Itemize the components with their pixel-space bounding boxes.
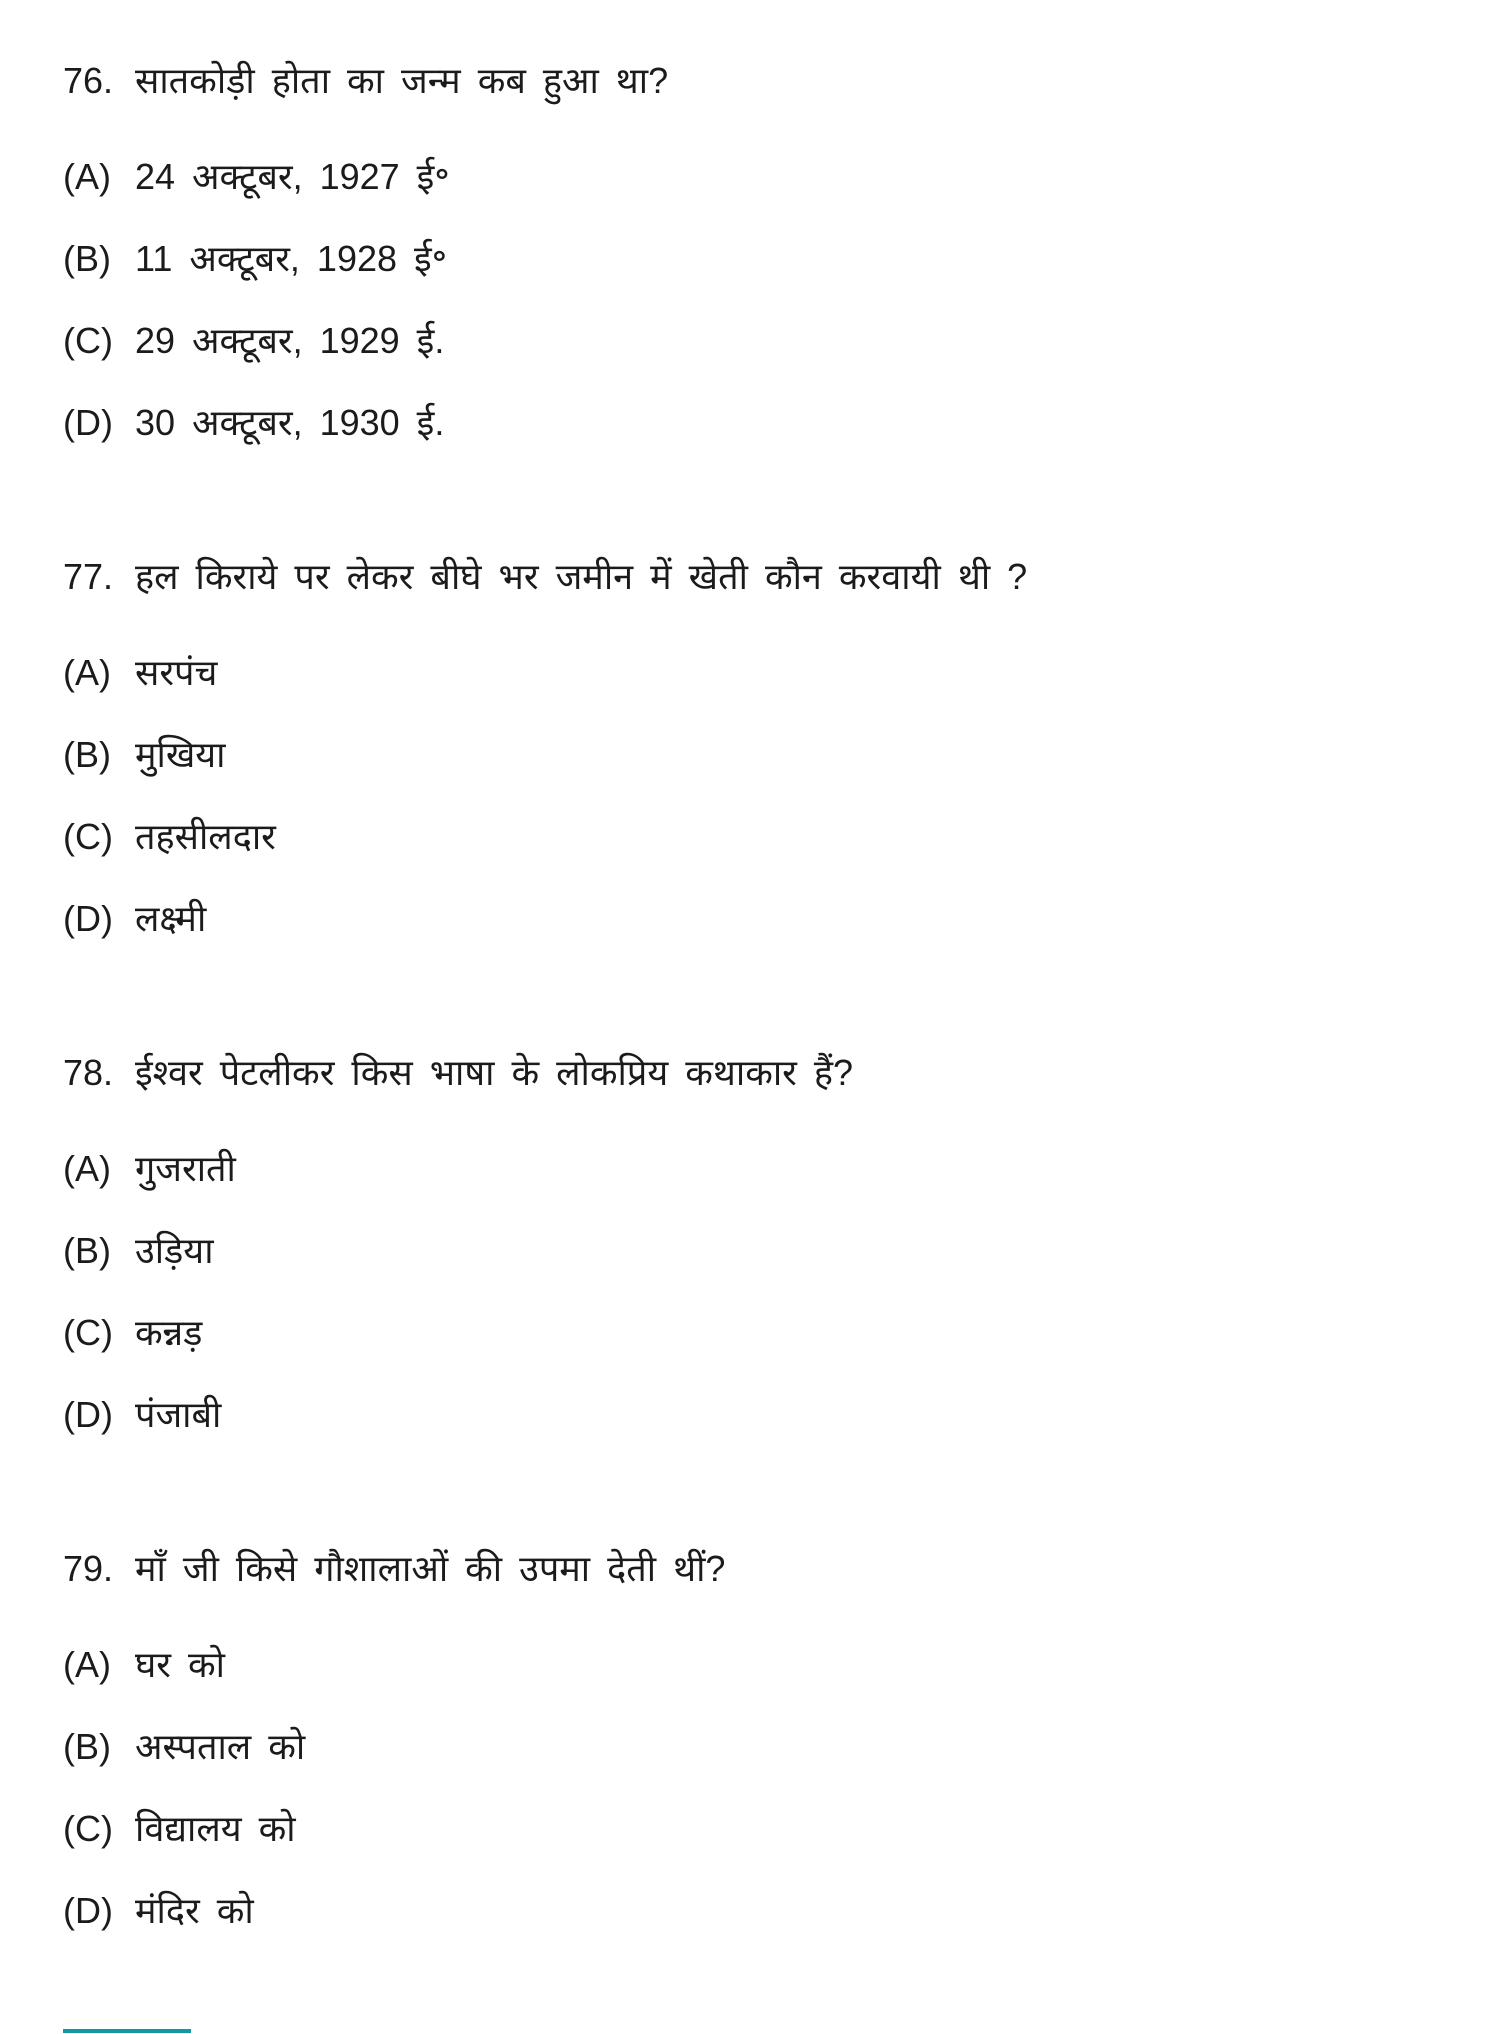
option-letter: (D) [63, 898, 113, 939]
option-letter: (A) [63, 1148, 111, 1189]
option-row [63, 1292, 1455, 1374]
option-row [63, 1624, 1455, 1706]
question-number: 76. [63, 60, 114, 101]
option-letter: (B) [63, 1726, 111, 1767]
option-row [63, 632, 1455, 714]
option-letter: (C) [63, 816, 113, 857]
option-letter: (D) [63, 1394, 113, 1435]
question-block [63, 536, 1455, 960]
question-block [63, 1032, 1455, 1456]
question-text: हल किराये पर लेकर बीघे भर जमीन में खेती कौन करवायी थी ? [135, 556, 1028, 597]
option-letter: (D) [63, 1890, 113, 1931]
option-list [63, 136, 1455, 464]
option-letter: (B) [63, 238, 111, 279]
question-text: सातकोड़ी होता का जन्म कब हुआ था? [135, 60, 669, 101]
question-list [63, 40, 1455, 1952]
option-text: घर को [135, 1644, 225, 1685]
option-text: उड़िया [135, 1230, 214, 1271]
option-list [63, 632, 1455, 960]
question-row [63, 1032, 1455, 1114]
option-row [63, 1128, 1455, 1210]
bottom-accent-line [63, 2029, 191, 2033]
option-text: लक्ष्मी [135, 898, 207, 939]
option-list [63, 1128, 1455, 1456]
option-row [63, 300, 1455, 382]
option-text: पंजाबी [135, 1394, 222, 1435]
option-text: मंदिर को [135, 1890, 254, 1931]
question-text: माँ जी किसे गौशालाओं की उपमा देती थीं? [135, 1548, 726, 1589]
option-row [63, 1374, 1455, 1456]
question-row [63, 1528, 1455, 1610]
option-letter: (A) [63, 1644, 111, 1685]
option-letter: (C) [63, 1808, 113, 1849]
option-text: गुजराती [135, 1148, 236, 1189]
question-block [63, 1528, 1455, 1952]
option-text: 11 अक्टूबर, 1928 ई॰ [135, 238, 448, 279]
option-letter: (A) [63, 652, 111, 693]
question-row [63, 536, 1455, 618]
option-row [63, 1210, 1455, 1292]
option-text: 29 अक्टूबर, 1929 ई. [135, 320, 445, 361]
option-letter: (D) [63, 402, 113, 443]
option-letter: (B) [63, 734, 111, 775]
option-row [63, 714, 1455, 796]
option-letter: (A) [63, 156, 111, 197]
option-text: 24 अक्टूबर, 1927 ई॰ [135, 156, 450, 197]
option-text: 30 अक्टूबर, 1930 ई. [135, 402, 445, 443]
option-letter: (C) [63, 320, 113, 361]
option-text: कन्नड़ [135, 1312, 203, 1353]
option-row [63, 218, 1455, 300]
option-row [63, 796, 1455, 878]
question-number: 77. [63, 556, 114, 597]
question-row [63, 40, 1455, 122]
option-row [63, 136, 1455, 218]
question-block [63, 40, 1455, 464]
option-row [63, 382, 1455, 464]
option-row [63, 878, 1455, 960]
option-row [63, 1706, 1455, 1788]
option-text: तहसीलदार [135, 816, 276, 857]
question-number: 79. [63, 1548, 114, 1589]
option-list [63, 1624, 1455, 1952]
option-row [63, 1788, 1455, 1870]
option-text: सरपंच [135, 652, 218, 693]
question-text: ईश्वर पेटलीकर किस भाषा के लोकप्रिय कथाकार हैं? [135, 1052, 854, 1093]
option-text: मुखिया [135, 734, 226, 775]
question-number: 78. [63, 1052, 114, 1093]
option-letter: (C) [63, 1312, 113, 1353]
option-letter: (B) [63, 1230, 111, 1271]
option-text: अस्पताल को [135, 1726, 306, 1767]
option-text: विद्यालय को [135, 1808, 296, 1849]
option-row [63, 1870, 1455, 1952]
